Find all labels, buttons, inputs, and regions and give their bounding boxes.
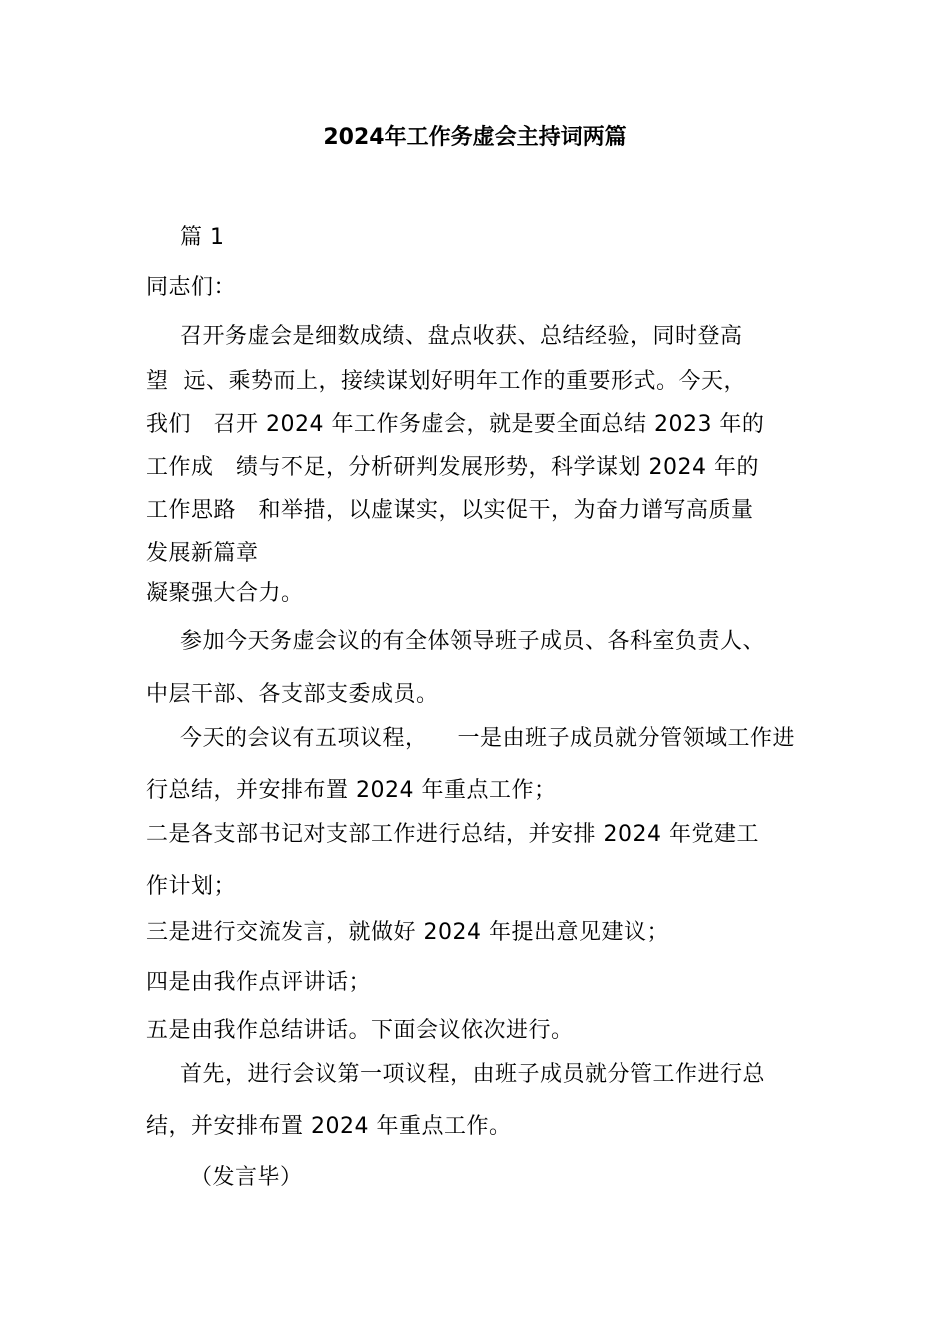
paragraph-line: 五是由我作总结讲话。下面会议依次进行。 — [146, 1018, 574, 1043]
paragraph-line: 四是由我作点评讲话； — [146, 970, 372, 995]
paragraph-line: 首先，进行会议第一项议程，由班子成员就分管工作进行总 — [180, 1062, 766, 1087]
section-label: 篇 1 — [180, 225, 225, 250]
paragraph-line: 发展新篇章 — [146, 541, 259, 566]
paragraph-line: 工作成 绩与不足，分析研判发展形势，科学谋划 2024 年的 — [146, 455, 759, 480]
paragraph-line: 中层干部、各支部支委成员。 — [146, 682, 439, 707]
paragraph-line: 望 远、乘势而上，接续谋划好明年工作的重要形式。今天， — [146, 369, 746, 394]
paragraph-line: 作计划； — [146, 874, 237, 899]
paragraph-line: 行总结，并安排布置 2024 年重点工作； — [146, 778, 557, 803]
paragraph-line: 参加今天务虚会议的有全体领导班子成员、各科室负责人、 — [180, 629, 766, 654]
paragraph-line: 我们 召开 2024 年工作务虚会，就是要全面总结 2023 年的 — [146, 412, 765, 437]
paragraph-line: 结，并安排布置 2024 年重点工作。 — [146, 1114, 512, 1139]
paragraph-line: 凝聚强大合力。 — [146, 581, 304, 606]
document-title: 2024年工作务虚会主持词两篇 — [323, 125, 627, 150]
stage-direction: （发言毕） — [190, 1165, 303, 1190]
paragraph-line: 三是进行交流发言，就做好 2024 年提出意见建议； — [146, 920, 669, 945]
paragraph-line: 二是各支部书记对支部工作进行总结，并安排 2024 年党建工 — [146, 822, 759, 847]
paragraph-line: 召开务虚会是细数成绩、盘点收获、总结经验，同时登高 — [180, 324, 743, 349]
paragraph-line: 今天的会议有五项议程， 一是由班子成员就分管领域工作进 — [180, 726, 795, 751]
salutation: 同志们： — [146, 275, 237, 300]
paragraph-line: 工作思路 和举措，以虚谋实，以实促干，为奋力谱写高质量 — [146, 498, 754, 523]
